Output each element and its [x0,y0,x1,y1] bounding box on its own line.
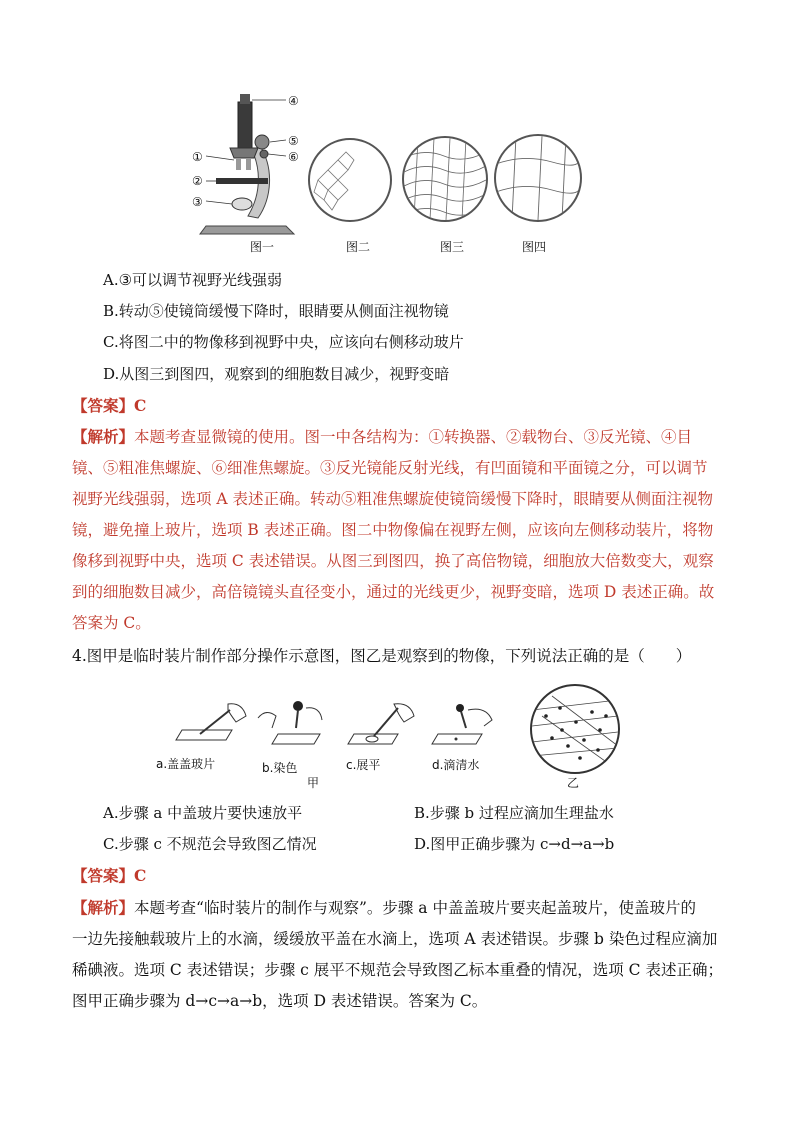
step-b-label: b.染色 [262,761,298,775]
callout-4: ④ [288,94,299,108]
view-circle-4 [494,134,582,222]
step-b-figure [256,698,326,750]
fig-jia-label: 甲 [307,776,320,790]
q4-answer [72,866,146,886]
q3-option-d: D.从图三到图四，观察到的细胞数目减少，视野变暗 [103,365,450,383]
q4-analysis-line-1: 【解析】本题考查“临时装片的制作与观察”。步骤 a 中盖盖玻片要夹起盖玻片，使盖玻片的 [72,898,696,917]
view-circle-3 [402,136,488,222]
q4-stem: 4.图甲是临时装片制作部分操作示意图，图乙是观察到的物像，下列说法正确的是（ ） [72,647,692,665]
q3-analysis-line-3: 视野光线强弱，选项 A 表述正确。转动⑤粗准焦螺旋使镜筒缓慢下降时，眼睛要从侧面注视物 [72,490,714,508]
q3-option-c: C.将图二中的物像移到视野中央，应该向右侧移动玻片 [103,333,464,351]
q4-option-c: C.步骤 c 不规范会导致图乙情况 [103,835,317,853]
q4-analysis-line-4: 图甲正确步骤为 d→c→a→b，选项 D 表述错误。答案为 C。 [72,992,488,1010]
q3-analysis-line-1: 【解析】本题考查显微镜的使用。图一中各结构为：①转换器、②载物台、③反光镜、④目 [72,427,693,446]
step-d-figure [430,702,500,750]
q3-option-b: B.转动⑤使镜筒缓慢下降时，眼睛要从侧面注视物镜 [103,302,449,320]
analysis-tag: 【解析】 [72,427,135,446]
step-c-figure [342,700,418,750]
q4-option-a: A.步骤 a 中盖玻片要快速放平 [103,804,303,822]
fig-yi-label: 乙 [567,776,580,790]
view-circle-yi [530,684,620,774]
fig-label-2: 图二 [346,240,371,254]
callout-6: ⑥ [288,150,299,164]
callout-2: ② [192,174,203,188]
callout-1: ① [192,150,203,164]
q4-option-b: B.步骤 b 过程应滴加生理盐水 [414,804,614,822]
step-a-label: a.盖盖玻片 [156,757,216,771]
fig-label-3: 图三 [440,240,465,254]
answer-tag: 【答案】 [72,866,135,885]
step-a-figure [170,700,250,750]
q3-analysis-line-4: 镜，避免撞上玻片，选项 B 表述正确。图二中物像偏在视野左侧，应该向左侧移动装片，将物 [72,521,714,539]
q3-analysis-line-6: 到的细胞数目减少，高倍镜镜头直径变小，通过的光线更少，视野变暗，选项 D 表述正确。故 [72,583,715,601]
callout-5: ⑤ [288,134,299,148]
microscope-figure [186,88,306,248]
analysis-tag: 【解析】 [72,898,135,917]
q4-analysis-line-3: 稀碘液。选项 C 表述错误；步骤 c 展平不规范会导致图乙标本重叠的情况，选项 C 表述正确； [72,961,723,979]
q4-analysis-line-2: 一边先接触载玻片上的水滴，缓缓放平盖在水滴上，选项 A 表述错误。步骤 b 染色过程应滴加 [72,930,718,948]
view-circle-2 [308,138,392,222]
answer-value: C [134,866,147,885]
q3-analysis-line-2: 镜、⑤粗准焦螺旋、⑥细准焦螺旋。③反光镜能反射光线，有凹面镜和平面镜之分，可以调节 [72,459,708,477]
q4-option-d: D.图甲正确步骤为 c→d→a→b [414,835,615,853]
fig-label-1: 图一 [250,240,275,254]
q3-option-a: A.③可以调节视野光线强弱 [103,271,283,289]
answer-value: C [134,396,147,415]
fig-label-4: 图四 [522,240,547,254]
q3-analysis-line-5: 像移到视野中央，选项 C 表述错误。从图三到图四，换了高倍物镜，细胞放大倍数变大，观察 [72,552,714,570]
step-c-label: c.展平 [346,758,381,772]
callout-3: ③ [192,195,203,209]
step-d-label: d.滴清水 [432,758,480,772]
microscope-icon [186,88,306,248]
q3-analysis-line-7: 答案为 C。 [72,614,151,632]
answer-tag: 【答案】 [72,396,135,415]
q3-answer [72,396,146,416]
